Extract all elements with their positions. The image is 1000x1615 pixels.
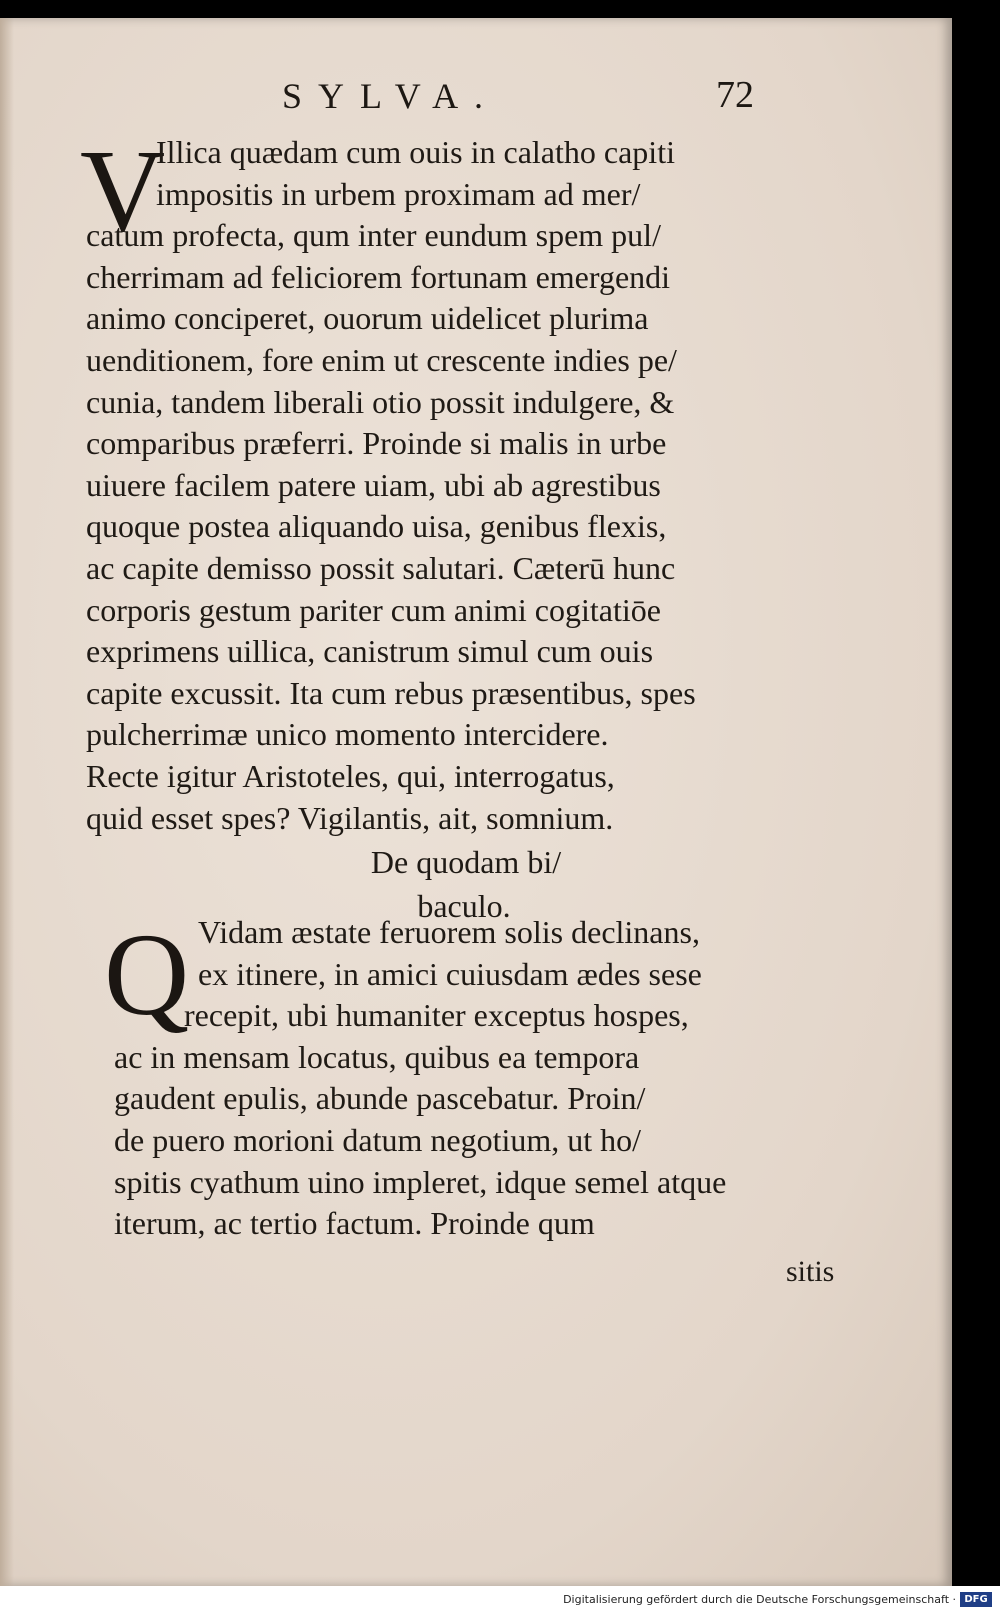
text-line: cherrimam ad feliciorem fortunam emergendi [86, 258, 671, 295]
text-line: capite excussit. Ita cum rebus præsentibus, spes [86, 674, 696, 711]
text-line: recepit, ubi humaniter exceptus hospes, [184, 997, 689, 1034]
page-number: 72 [716, 74, 754, 116]
text-line: exprimens uillica, canistrum simul cum ouis [86, 633, 654, 670]
text-line: Vidam æstate feruorem solis declinans, [198, 914, 700, 950]
drop-capital-q: Q [104, 909, 190, 1040]
text-line: corporis gestum pariter cum animi cogitatiōe [86, 591, 661, 628]
text-line: cunia, tandem liberali otio possit indulgere, & [86, 383, 675, 420]
funding-credit: Digitalisierung gefördert durch die Deutsche Forschungsgemeinschaft · [563, 1593, 956, 1606]
text-line: Illica quædam cum ouis in calatho capiti [156, 134, 675, 170]
text-line: de puero morioni datum negotium, ut ho/ [114, 1121, 642, 1158]
dfg-logo: DFG [960, 1592, 992, 1607]
page-gutter-shadow [0, 18, 14, 1586]
drop-capital-v: V [80, 125, 166, 256]
section-heading-line-2: baculo. [417, 888, 511, 924]
text-line: quid esset spes? Vigilantis, ait, somnium. [86, 799, 614, 836]
text-line: ac in mensam locatus, quibus ea tempora [114, 1038, 640, 1075]
text-line: iterum, ac tertio factum. Proinde qum [114, 1205, 595, 1242]
text-line: ex itinere, in amici cuiusdam ædes sese [198, 955, 702, 992]
text-line: comparibus præferri. Proinde si malis in urbe [86, 425, 667, 462]
catchword: sitis [786, 1255, 835, 1288]
text-line: uiuere facilem patere uiam, ubi ab agrestibus [86, 466, 661, 503]
text-line: animo conciperet, ouorum uidelicet plurima [86, 300, 649, 337]
text-line: quoque postea aliquando uisa, genibus flexis, [86, 508, 667, 545]
text-line: pulcherrimæ unico momento intercidere. [86, 716, 609, 753]
paragraph-quidam [114, 912, 726, 1245]
digitization-footer [0, 1586, 1000, 1615]
text-line: uenditionem, fore enim ut crescente indies pe/ [86, 341, 677, 378]
paragraph-villica [86, 132, 696, 839]
running-head [0, 55, 952, 115]
text-line: ac capite demisso possit salutari. Cæterū hunc [86, 549, 676, 586]
text-line: spitis cyathum uino impleret, idque semel atque [114, 1163, 727, 1200]
text-line: gaudent epulis, abunde pascebatur. Proin/ [114, 1080, 646, 1117]
section-heading-line-1: De quodam bi/ [370, 844, 562, 880]
text-line: impositis in urbem proximam ad mer/ [156, 175, 641, 212]
running-title: SYLVA. [282, 76, 500, 116]
text-line: catum profecta, qum inter eundum spem pul/ [86, 217, 661, 254]
text-line: Recte igitur Aristoteles, qui, interrogatus, [86, 757, 615, 794]
